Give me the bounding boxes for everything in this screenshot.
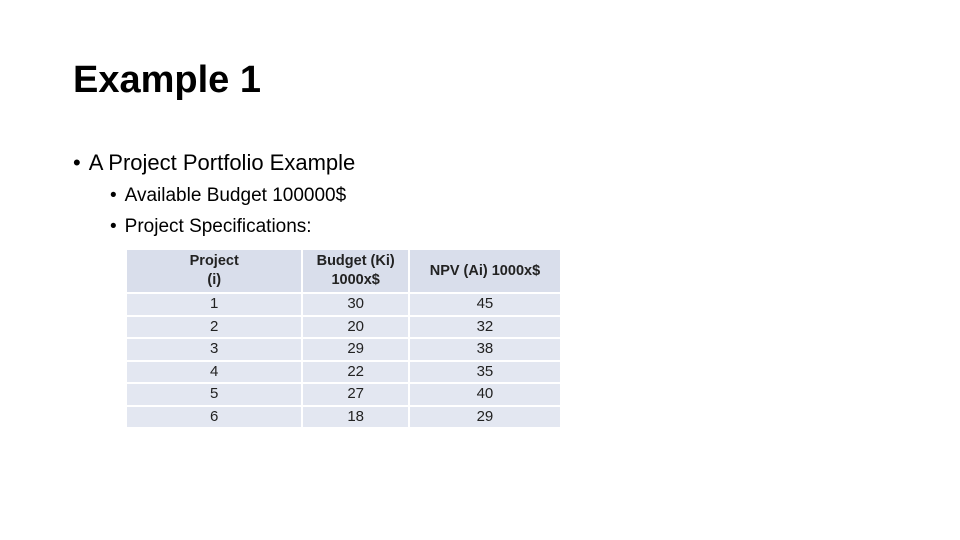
bullet-dot-icon: •	[110, 185, 117, 206]
table-row	[126, 383, 561, 406]
header-text: 1000x$	[331, 272, 380, 288]
header-text: Budget (Ki)	[316, 253, 395, 269]
cell-budget: 30	[302, 293, 408, 316]
cell-budget: 20	[302, 316, 408, 339]
table-row	[126, 338, 561, 361]
cell-npv: 45	[409, 293, 561, 316]
bullet-dot-icon: •	[73, 150, 81, 175]
cell-project: 2	[126, 316, 302, 339]
cell-budget: 27	[302, 383, 408, 406]
sub-bullet-text: Project Specifications:	[124, 216, 312, 237]
header-project	[126, 249, 302, 293]
slide-title: Example 1	[73, 59, 261, 101]
table-row	[126, 316, 561, 339]
table-header-row	[126, 249, 561, 293]
project-specifications-table	[125, 248, 562, 429]
cell-project: 4	[126, 361, 302, 384]
cell-project: 3	[126, 338, 302, 361]
cell-npv: 32	[409, 316, 561, 339]
header-npv	[409, 249, 561, 293]
table-row	[126, 406, 561, 429]
cell-npv: 40	[409, 383, 561, 406]
header-text: Project	[189, 253, 239, 269]
bullet-text: A Project Portfolio Example	[88, 150, 356, 175]
sub-bullet-budget	[110, 183, 346, 209]
bullet-level-1	[73, 148, 355, 178]
header-text: NPV (Ai) 1000x$	[429, 262, 541, 279]
header-budget	[302, 249, 408, 293]
cell-project: 5	[126, 383, 302, 406]
cell-project: 6	[126, 406, 302, 429]
cell-budget: 29	[302, 338, 408, 361]
header-text: (i)	[207, 272, 222, 288]
sub-bullet-text: Available Budget 100000$	[124, 185, 347, 206]
cell-npv: 38	[409, 338, 561, 361]
table-row	[126, 361, 561, 384]
cell-project: 1	[126, 293, 302, 316]
cell-budget: 18	[302, 406, 408, 429]
cell-npv: 29	[409, 406, 561, 429]
cell-npv: 35	[409, 361, 561, 384]
cell-budget: 22	[302, 361, 408, 384]
bullet-dot-icon: •	[110, 216, 117, 237]
table-row	[126, 293, 561, 316]
sub-bullet-specifications	[110, 214, 312, 240]
